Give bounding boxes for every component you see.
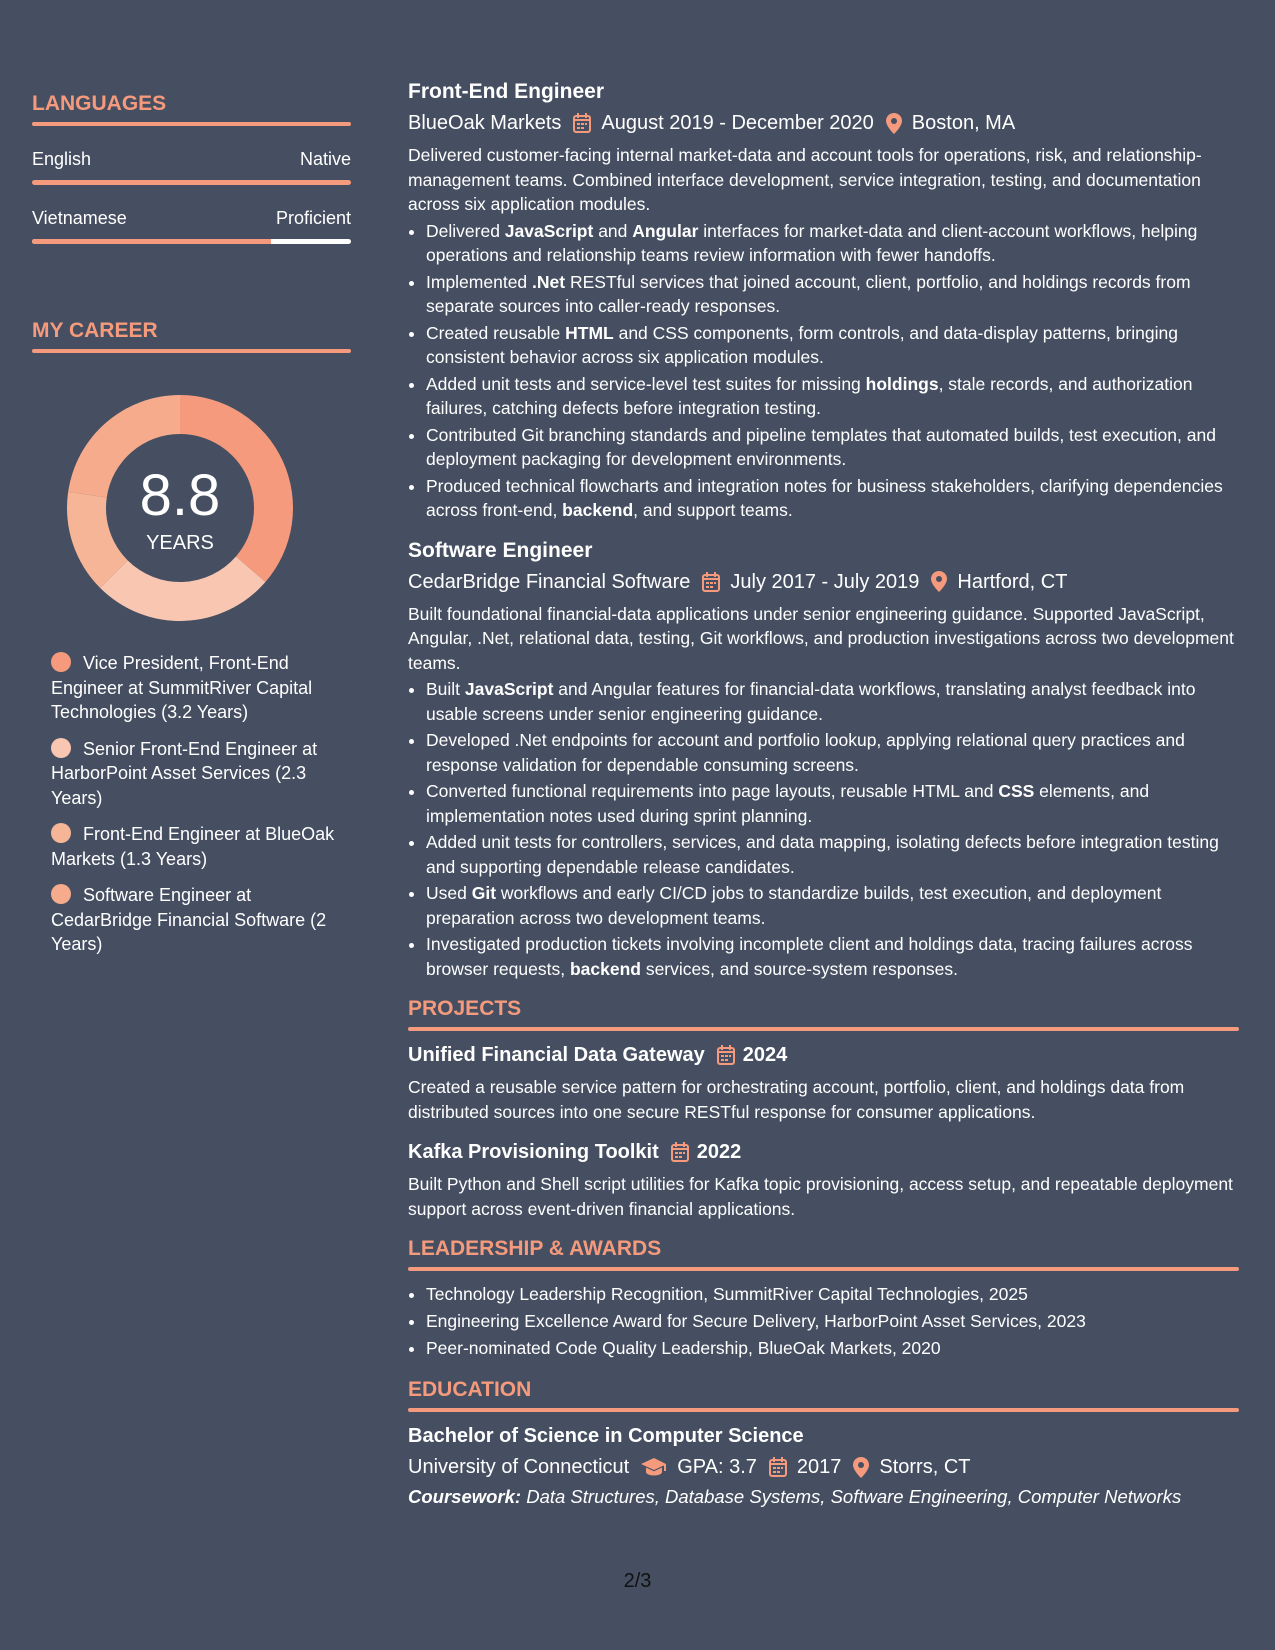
languages-heading: LANGUAGES — [32, 92, 167, 115]
coursework — [408, 1485, 1239, 1510]
job-title: Front-End Engineer — [408, 80, 604, 103]
job-bullet: • Added unit tests for controllers, services, and data mapping, isolating defects before integration testing and supporting dependable release candidates. — [426, 830, 1239, 879]
school-location: Storrs, CT — [879, 1456, 971, 1478]
career-years-unit: YEARS — [146, 532, 214, 554]
career-legend-item — [51, 822, 351, 871]
job-summary: Delivered customer-facing internal market-data and account tools for operations, risk, and relationship-management teams. Combined interface development, service integration, testing, and documentation across six application modules. — [408, 145, 1202, 214]
language-name: Vietnamese — [32, 208, 127, 228]
map-pin-icon — [931, 571, 947, 592]
career-legend-item — [51, 737, 351, 811]
school-name: University of Connecticut — [408, 1456, 630, 1478]
awards-section — [408, 1237, 1239, 1362]
job-bullet: • Created reusable HTML and CSS components, form controls, and data-display patterns, bringing consistent behavior across six application modules. — [426, 321, 1239, 370]
education-heading: EDUCATION — [408, 1378, 532, 1401]
job-bullet: • Built JavaScript and Angular features for financial-data workflows, translating analyst feedback into usable screens under senior engineering guidance. — [426, 677, 1239, 726]
job-location: Hartford, CT — [957, 570, 1068, 593]
career-legend-label: Front-End Engineer at BlueOak Markets (1.3 Years) — [51, 824, 335, 869]
job-bullet: • Investigated production tickets involving incomplete client and holdings data, tracing failures across browser requests, backend services, and source-system responses. — [426, 932, 1239, 981]
award-item: • Engineering Excellence Award for Secure Delivery, HarborPoint Asset Services, 2023 — [426, 1308, 1239, 1335]
career-heading: MY CAREER — [32, 319, 158, 342]
career-legend-item — [51, 651, 351, 725]
education-meta — [408, 1453, 1239, 1481]
job-bullet: • Developed .Net endpoints for account and portfolio lookup, applying relational query practices and response validation for dependable consuming screens. — [426, 728, 1239, 777]
awards-heading: LEADERSHIP & AWARDS — [408, 1237, 662, 1260]
projects-divider — [408, 1027, 1239, 1031]
language-proficiency-bar — [32, 239, 351, 244]
job-title: Software Engineer — [408, 538, 593, 562]
job-bullets — [408, 219, 1239, 523]
calendar-icon — [717, 1045, 735, 1065]
map-pin-icon — [853, 1457, 869, 1478]
award-item: • Technology Leadership Recognition, SummitRiver Capital Technologies, 2025 — [426, 1281, 1239, 1308]
company-name: BlueOak Markets — [408, 112, 562, 134]
coursework-label: Coursework: — [408, 1486, 522, 1507]
calendar-icon — [671, 1142, 689, 1162]
job-bullet: • Used Git workflows and early CI/CD jobs to standardize builds, test execution, and deployment preparation across two development teams. — [426, 881, 1239, 930]
calendar-icon — [702, 572, 720, 592]
job-bullets — [408, 677, 1239, 981]
sidebar — [32, 92, 351, 969]
job-entry — [408, 537, 1239, 982]
project-description: Created a reusable service pattern for orchestrating account, portfolio, client, and holdings data from distributed sources into one secure RESTful response for consumer applications. — [408, 1077, 1185, 1122]
project-name: Unified Financial Data Gateway — [408, 1044, 705, 1066]
career-donut-chart — [67, 395, 293, 621]
job-bullet: • Implemented .Net RESTful services that joined account, client, portfolio, and holdings records from separate sources into caller-ready responses. — [426, 270, 1239, 319]
job-bullet: • Added unit tests and service-level test suites for missing holdings, stale records, and authorization failures, catching defects before integration testing. — [426, 372, 1239, 421]
coursework-list: Data Structures, Database Systems, Software Engineering, Computer Networks — [526, 1486, 1182, 1507]
job-bullet: • Produced technical flowcharts and integration notes for business stakeholders, clarifying dependencies across front-end, backend, and support teams. — [426, 474, 1239, 523]
job-dates: August 2019 - December 2020 — [601, 112, 874, 134]
legend-dot-icon — [51, 738, 71, 758]
award-item: • Peer-nominated Code Quality Leadership, BlueOak Markets, 2020 — [426, 1335, 1239, 1362]
career-legend-label: Software Engineer at CedarBridge Financial Software (2 Years) — [51, 885, 327, 954]
languages-divider — [32, 122, 351, 126]
career-legend-label: Vice President, Front-End Engineer at SummitRiver Capital Technologies (3.2 Years) — [51, 653, 313, 722]
career-legend — [51, 651, 351, 957]
job-summary: Built foundational financial-data applications under senior engineering guidance. Supported JavaScript, Angular, .Net, relational data, testing, Git workflows, and production investigations across two development teams. — [408, 603, 1234, 673]
awards-divider — [408, 1267, 1239, 1271]
map-pin-icon — [886, 113, 902, 134]
calendar-icon — [769, 1457, 787, 1477]
job-entry — [408, 78, 1239, 523]
project-name: Kafka Provisioning Toolkit — [408, 1141, 659, 1163]
graduation-year: 2017 — [796, 1456, 842, 1478]
language-level: Native — [299, 149, 351, 169]
career-legend-item — [51, 883, 351, 957]
legend-dot-icon — [51, 884, 71, 904]
career-divider — [32, 349, 351, 353]
language-proficiency-bar — [32, 180, 351, 185]
language-proficiency-fill — [32, 180, 351, 185]
language-level: Proficient — [275, 208, 351, 228]
projects-heading: PROJECTS — [408, 997, 522, 1020]
degree-title: Bachelor of Science in Computer Science — [408, 1425, 804, 1447]
job-dates: July 2017 - July 2019 — [730, 570, 920, 593]
main-content — [408, 78, 1239, 1510]
calendar-icon — [573, 113, 591, 133]
graduation-cap-icon — [641, 1458, 667, 1476]
language-name: English — [32, 149, 92, 169]
projects-section — [408, 997, 1239, 1221]
donut-slice — [100, 556, 265, 621]
job-meta — [408, 568, 1239, 596]
legend-dot-icon — [51, 652, 71, 672]
project-title — [408, 1138, 1239, 1166]
legend-dot-icon — [51, 823, 71, 843]
language-item-vietnamese — [32, 208, 351, 244]
job-bullet: • Contributed Git branching standards and pipeline templates that automated builds, test execution, and deployment packaging for development environments. — [426, 423, 1239, 472]
education-divider — [408, 1408, 1239, 1412]
language-proficiency-fill — [32, 239, 271, 244]
job-location: Boston, MA — [911, 112, 1016, 134]
education-section — [408, 1378, 1239, 1510]
gpa: GPA: 3.7 — [677, 1456, 757, 1478]
project-description: Built Python and Shell script utilities for Kafka topic provisioning, access setup, and repeatable deployment support across event-driven financial applications. — [408, 1174, 1233, 1219]
job-meta — [408, 109, 1239, 137]
awards-list — [408, 1281, 1239, 1362]
project-year: 2022 — [696, 1141, 742, 1163]
project-year: 2024 — [742, 1044, 788, 1066]
career-legend-label: Senior Front-End Engineer at HarborPoint Asset Services (2.3 Years) — [51, 738, 318, 808]
job-bullet: • Delivered JavaScript and Angular interfaces for market-data and client-account workflows, helping operations and relationship teams review information with fewer handoffs. — [426, 219, 1239, 268]
project-title — [408, 1041, 1239, 1069]
career-total-years: 8.8 — [139, 463, 221, 528]
language-item-english — [32, 149, 351, 185]
job-bullet: • Converted functional requirements into page layouts, reusable HTML and CSS elements, and implementation notes used during sprint planning. — [426, 779, 1239, 828]
company-name: CedarBridge Financial Software — [408, 570, 691, 593]
page-number: 2/3 — [623, 1570, 652, 1592]
